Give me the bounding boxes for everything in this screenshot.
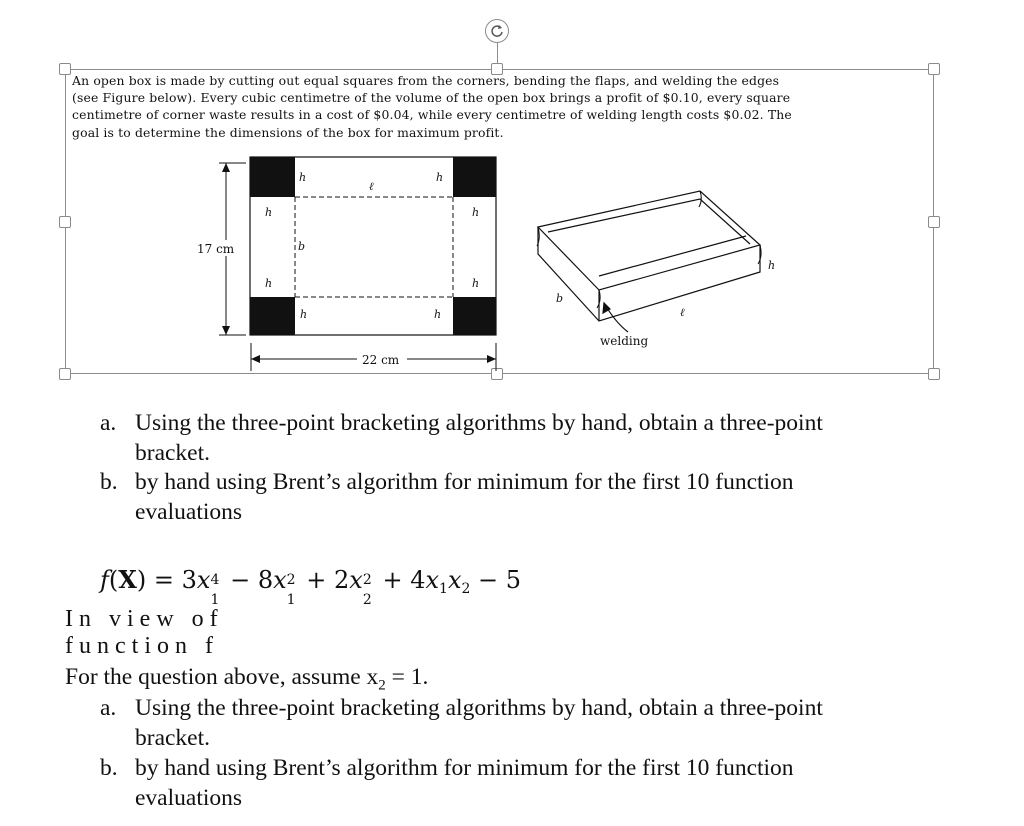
question-a-bottom xyxy=(100,693,960,753)
assumption-suffix: = 1. xyxy=(385,664,429,690)
formula-term: − 5 xyxy=(470,566,522,594)
list-marker: b. xyxy=(100,755,118,781)
corner-square xyxy=(453,297,496,335)
formula-symbol: x xyxy=(425,566,440,594)
formula-subscript: 2 xyxy=(362,592,372,608)
flat-sheet-diagram xyxy=(196,157,496,371)
height-label-h: h xyxy=(768,259,776,272)
formula-term: + 2 xyxy=(298,566,350,594)
width-dimension-label: 22 cm xyxy=(362,353,400,367)
formula-term: − 8 xyxy=(222,566,274,594)
question-b-top xyxy=(100,467,960,527)
corner-square xyxy=(250,157,295,197)
question-text: by hand using Brent’s algorithm for minimum for the first 10 function xyxy=(135,469,794,495)
flap-label-h: h xyxy=(300,308,308,321)
formula-exponent: 2 xyxy=(286,572,296,588)
problem-line: goal is to determine the dimensions of the box for maximum profit. xyxy=(72,124,504,140)
question-text: evaluations xyxy=(135,499,243,525)
question-b-bottom xyxy=(100,753,960,813)
breadth-label-b: b xyxy=(556,292,564,305)
problem-line: An open box is made by cutting out equal squares from the corners, bending the flaps, and welding the edges xyxy=(72,73,780,88)
flap-label-h: h xyxy=(265,206,273,219)
flap-label-h: h xyxy=(436,171,444,184)
length-label-l: ℓ xyxy=(680,306,685,319)
formula-exponent: 4 xyxy=(210,572,220,588)
formula-symbol: X xyxy=(118,565,137,594)
breadth-label-b: b xyxy=(298,240,306,253)
clipped-text: In view of function f xyxy=(65,606,224,659)
flap-label-h: h xyxy=(472,277,480,290)
objective-function: f(X) = 3x 4 1 − 8x 2 1 + 2x 2 2 + $4x_1x_2 - 5$ xyxy=(100,565,522,608)
welding-label: welding xyxy=(600,334,649,348)
assumption-prefix: For the question above, assume x xyxy=(65,664,379,690)
formula-subscript: 1 xyxy=(210,592,220,608)
question-text: Using the three-point bracketing algorithms by hand, obtain a three-point xyxy=(135,410,823,436)
question-text: evaluations xyxy=(135,785,243,811)
formula-symbol: x xyxy=(273,566,287,594)
list-marker: a. xyxy=(100,410,117,436)
formula-symbol: x xyxy=(349,566,363,594)
flap-label-h: h xyxy=(265,277,273,290)
formula-exponent: 2 xyxy=(362,572,372,588)
question-a-top xyxy=(100,408,960,468)
assumption-subscript: 2 xyxy=(378,677,386,694)
question-text: by hand using Brent’s algorithm for minimum for the first 10 function xyxy=(135,755,794,781)
corner-square xyxy=(250,297,295,335)
question-text: bracket. xyxy=(135,725,211,751)
flap-label-h: h xyxy=(299,171,307,184)
formula-subscript: 1 xyxy=(286,592,296,608)
open-box-diagram xyxy=(537,191,761,332)
list-marker: a. xyxy=(100,695,117,721)
formula-term: = 3 xyxy=(153,566,197,594)
formula-symbol: f xyxy=(100,566,109,594)
length-label-l: ℓ xyxy=(369,180,374,193)
formula-symbol: x xyxy=(196,566,211,594)
problem-line: centimetre of corner waste results in a cost of $0.04, while every centimetre of welding length costs $0.02. The xyxy=(72,107,792,123)
question-text: bracket. xyxy=(135,440,211,466)
corner-square xyxy=(453,157,496,197)
flap-label-h: h xyxy=(434,308,442,321)
list-marker: b. xyxy=(100,469,118,495)
formula-subscript: 2 xyxy=(461,581,471,597)
height-dimension-label: 17 cm xyxy=(197,242,235,256)
flap-label-h: h xyxy=(472,206,480,219)
formula-symbol: x xyxy=(447,566,462,594)
question-text: Using the three-point bracketing algorithms by hand, obtain a three-point xyxy=(135,695,823,721)
formula-subscript: 1 xyxy=(439,581,448,597)
clipped-text-line xyxy=(65,606,325,659)
problem-line: (see Figure below). Every cubic centimetre of the volume of the open box brings a profit of $0.10, every square xyxy=(72,90,791,106)
formula-term: + 4 xyxy=(374,566,426,594)
